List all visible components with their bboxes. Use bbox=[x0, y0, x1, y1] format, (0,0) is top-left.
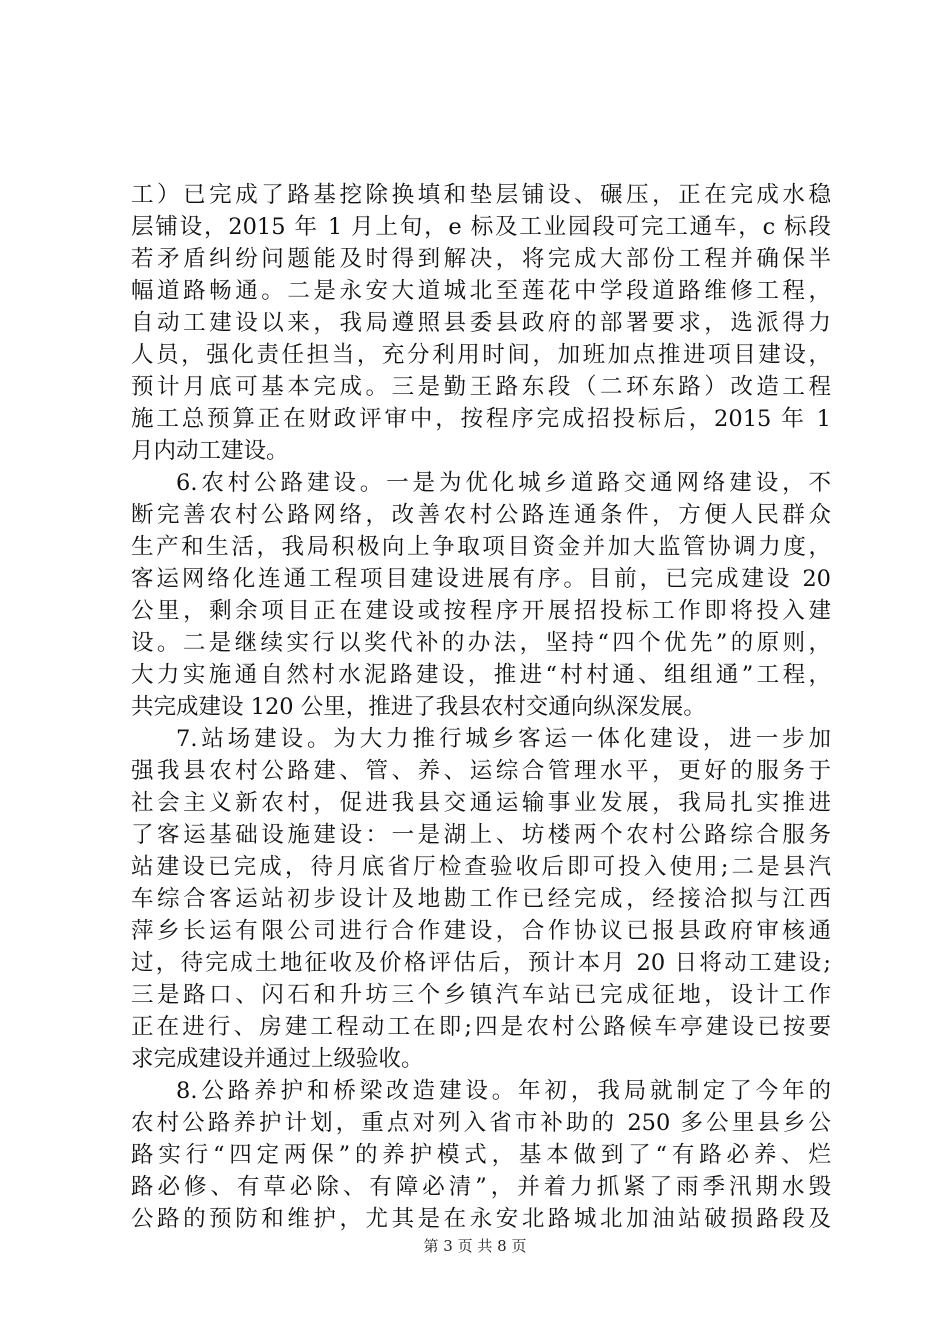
text-line: 人员，强化责任担当，充分利用时间，加班加点推进项目建设， bbox=[131, 342, 831, 368]
text-line: 车综合客运站初步设计及地勘工作已经完成，经接洽拟与江西 bbox=[131, 886, 831, 912]
text-line: 预计月底可基本完成。三是勤王路东段（二环东路）改造工程 bbox=[131, 374, 831, 400]
text-line: 生产和生活，我局积极向上争取项目资金并加大监管协调力度， bbox=[131, 534, 831, 560]
text-line: 强我县农村公路建、管、养、运综合管理水平，更好的服务于 bbox=[131, 758, 831, 784]
text-line: 共完成建设 120 公里，推进了我县农村交通向纵深发展。 bbox=[131, 694, 706, 720]
text-line: 过，待完成土地征收及价格评估后，预计本月 20 日将动工建设; bbox=[131, 950, 831, 976]
text-line: 设。二是继续实行以奖代补的办法，坚持“四个优先”的原则， bbox=[131, 630, 831, 656]
text-line: 社会主义新农村，促进我县交通运输事业发展，我局扎实推进 bbox=[131, 790, 831, 816]
text-line: 层铺设，2015 年 1 月上旬，e 标及工业园段可完工通车，c 标段 bbox=[131, 214, 831, 240]
text-line: 求完成建设并通过上级验收。 bbox=[131, 1046, 424, 1072]
text-line: 公里，剩余项目正在建设或按程序开展招投标工作即将投入建 bbox=[131, 598, 831, 624]
text-line: 幅道路畅通。二是永安大道城北至莲花中学段道路维修工程， bbox=[131, 278, 831, 304]
text-line: 了客运基础设施建设：一是湖上、坊楼两个农村公路综合服务 bbox=[131, 822, 831, 848]
page-number-footer: 第 3 页 共 8 页 bbox=[423, 1237, 527, 1255]
text-line: 自动工建设以来，我局遵照县委县政府的部署要求，选派得力 bbox=[131, 310, 831, 336]
text-line: 路必修、有草必除、有障必清”，并着力抓紧了雨季汛期水毁 bbox=[131, 1174, 831, 1200]
text-line: 萍乡长运有限公司进行合作建设，合作协议已报县政府审核通 bbox=[131, 918, 831, 944]
text-line: 正在进行、房建工程动工在即;四是农村公路候车亭建设已按要 bbox=[131, 1014, 831, 1040]
text-line: 站建设已完成，待月底省厅检查验收后即可投入使用;二是县汽 bbox=[131, 854, 831, 880]
text-line: 公路的预防和维护，尤其是在永安北路城北加油站破损路段及 bbox=[131, 1206, 831, 1232]
text-line: 客运网络化连通工程项目建设进展有序。目前，已完成建设 20 bbox=[131, 566, 831, 592]
text-line: 断完善农村公路网络，改善农村公路连通条件，方便人民群众 bbox=[131, 502, 831, 528]
text-line: 路实行“四定两保”的养护模式，基本做到了“有路必养、烂 bbox=[131, 1142, 831, 1168]
text-line: 6.农村公路建设。一是为优化城乡道路交通网络建设，不 bbox=[176, 470, 831, 496]
text-line: 三是路口、闪石和升坊三个乡镇汽车站已完成征地，设计工作 bbox=[131, 982, 831, 1008]
text-line: 工）已完成了路基挖除换填和垫层铺设、碾压，正在完成水稳 bbox=[131, 182, 831, 208]
text-line: 月内动工建设。 bbox=[131, 438, 289, 464]
text-line: 大力实施通自然村水泥路建设，推进“村村通、组组通”工程， bbox=[131, 662, 831, 688]
text-line: 7.站场建设。为大力推行城乡客运一体化建设，进一步加 bbox=[176, 726, 831, 752]
text-line: 若矛盾纠纷问题能及时得到解决，将完成大部份工程并确保半 bbox=[131, 246, 831, 272]
text-line: 施工总预算正在财政评审中，按程序完成招投标后，2015 年 1 bbox=[131, 406, 831, 432]
text-line: 8.公路养护和桥梁改造建设。年初，我局就制定了今年的 bbox=[176, 1078, 831, 1104]
text-line: 农村公路养护计划，重点对列入省市补助的 250 多公里县乡公 bbox=[131, 1110, 831, 1136]
